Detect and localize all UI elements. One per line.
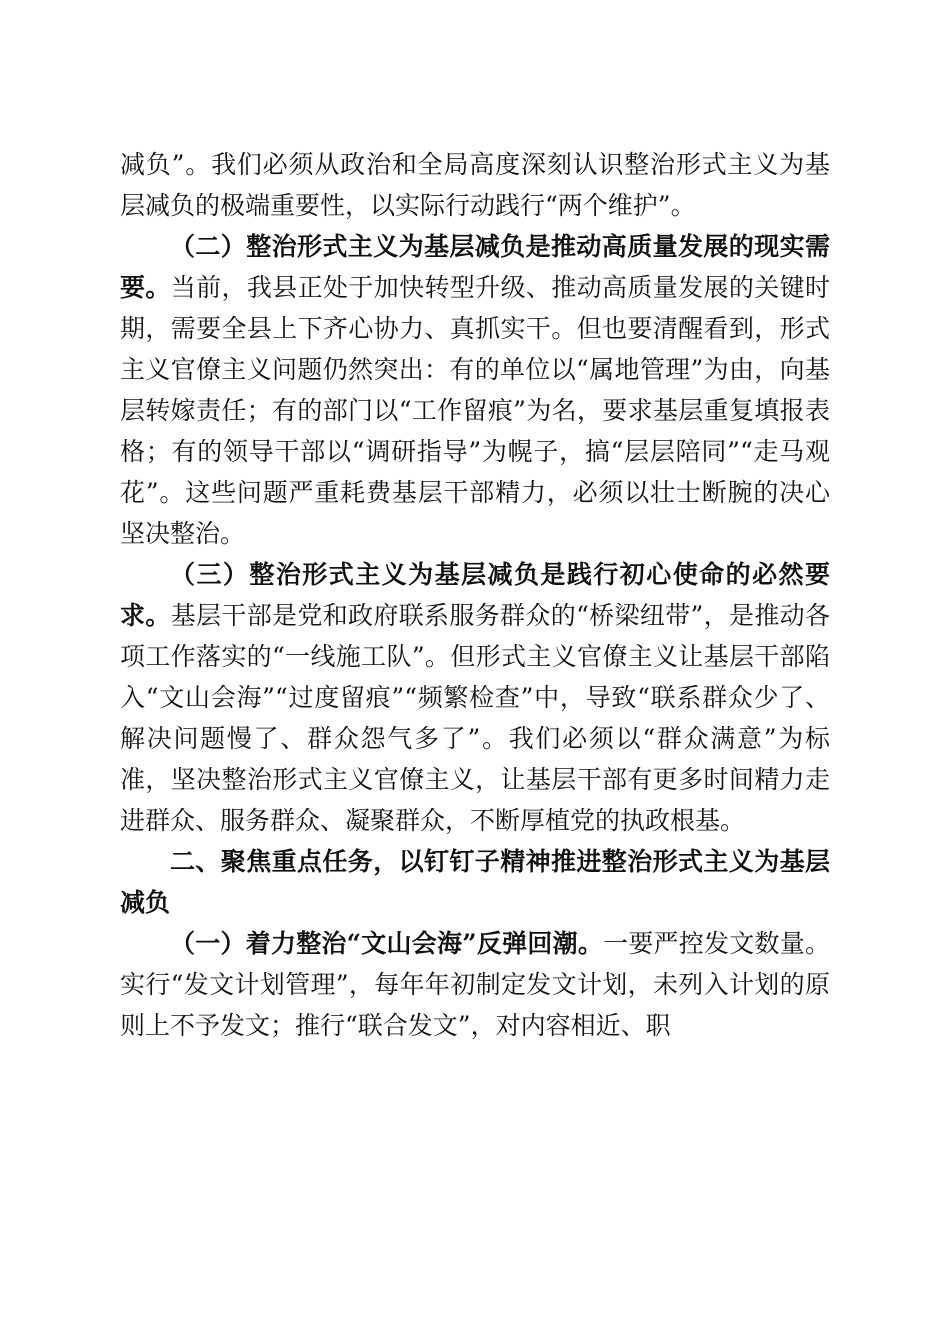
paragraph-lead: （二）整治形式主义为基层减负是推动高质量发展的现实需要。 (120, 232, 830, 302)
paragraph-lead: （一）着力整治“文山会海”反弹回潮。 (170, 929, 604, 958)
paragraph-two (120, 226, 830, 554)
paragraph-text: 减负”。我们必须从政治和全局高度深刻认识整治形式主义为基层减负的极端重要性，以实际行动践行“两个维护”。 (120, 150, 830, 220)
section-heading: 二、聚焦重点任务，以钉钉子精神推进整治形式主义为基层减负 (120, 847, 830, 917)
paragraph-continuation (120, 144, 830, 226)
document-body (120, 144, 830, 1046)
paragraph-text: 一要严控发文数量。实行“发文计划管理”，每年年初制定发文计划，未列入计划的原则上不予发文；推行“联合发文”，对内容相近、职 (120, 929, 830, 1040)
paragraph-text: 当前，我县正处于加快转型升级、推动高质量发展的关键时期，需要全县上下齐心协力、真抓实干。但也要清醒看到，形式主义官僚主义问题仍然突出：有的单位以“属地管理”为由，向基层转嫁责任；有的部门以“工作留痕”为名，要求基层重复填报表格；有的领导干部以“调研指导”为幌子，搞“层层陪同”“走马观花”。这些问题严重耗费基层干部精力，必须以壮士断腕的决心坚决整治。 (120, 273, 830, 548)
paragraph-four (120, 923, 830, 1046)
paragraph-text: 基层干部是党和政府联系服务群众的“桥梁纽带”，是推动各项工作落实的“一线施工队”。但形式主义官僚主义让基层干部陷入“文山会海”“过度留痕”“频繁检查”中，导致“联系群众少了、解决问题慢了、群众怨气多了”。我们必须以“群众满意”为标准，坚决整治形式主义官僚主义，让基层干部有更多时间精力走进群众、服务群众、凝聚群众，不断厚植党的执政根基。 (120, 601, 830, 835)
paragraph-three (120, 554, 830, 841)
paragraph-lead: （三）整治形式主义为基层减负是践行初心使命的必然要求。 (120, 560, 830, 630)
